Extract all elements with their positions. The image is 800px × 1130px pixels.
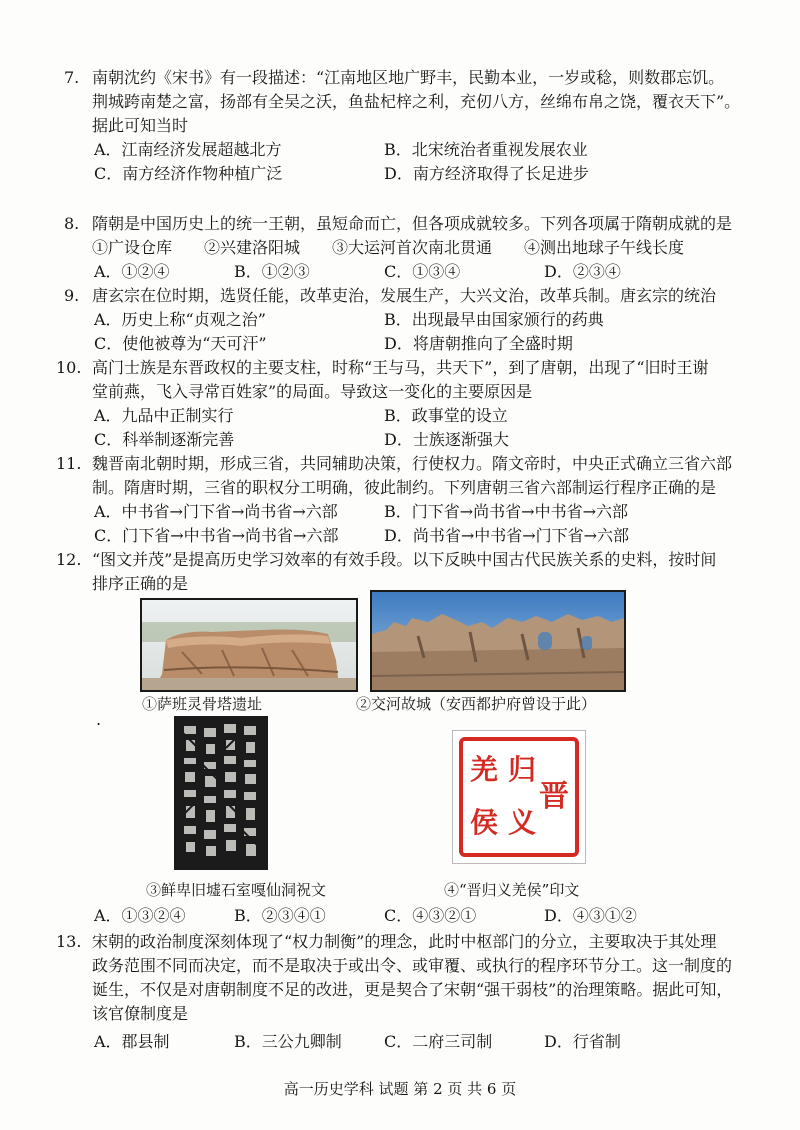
question-13 xyxy=(56,930,752,1054)
question-stem-line: 排序正确的是 xyxy=(92,574,189,593)
option-c[interactable]: C．二府三司制 xyxy=(384,1032,493,1051)
image-gaxian-cave-inscription-rubbing xyxy=(174,716,268,870)
question-11 xyxy=(56,452,752,548)
option-b[interactable]: B．三公九卿制 xyxy=(234,1032,342,1051)
answer-options xyxy=(94,260,752,284)
question-stem-line: 据此可知当时 xyxy=(92,116,189,135)
option-b[interactable]: B．门下省→尚书省→中书省→六部 xyxy=(384,502,628,521)
question-stem-line: “图文并茂”是提高历史学习效率的有效手段。以下反映中国古代民族关系的史料，按时间 xyxy=(92,550,717,569)
question-number: 12. xyxy=(56,550,82,569)
option-a[interactable]: A．九品中正制实行 xyxy=(94,406,234,425)
image-saban-stupa-ruins xyxy=(140,598,358,692)
answer-options xyxy=(94,904,752,928)
option-d[interactable]: D．南方经济取得了长足进步 xyxy=(384,164,589,183)
option-d[interactable]: D．②③④ xyxy=(544,262,621,281)
option-b[interactable]: B．①②③ xyxy=(234,262,310,281)
option-d[interactable]: D．行省制 xyxy=(544,1032,621,1051)
option-a[interactable]: A．中书省→门下省→尚书省→六部 xyxy=(94,502,338,521)
option-c[interactable]: C．使他被尊为“天可汗” xyxy=(94,334,267,353)
seal-char: 归 xyxy=(507,753,536,786)
question-10 xyxy=(56,356,752,452)
question-stem-line: 魏晋南北朝时期，形成三省，共同辅助决策，行使权力。隋文帝时，中央正式确立三省六部 xyxy=(92,454,733,473)
seal-char: 义 xyxy=(507,806,536,839)
option-d[interactable]: D．将唐朝推向了全盛时期 xyxy=(384,334,573,353)
option-d[interactable]: D．④③①② xyxy=(544,906,637,925)
answer-options xyxy=(94,308,752,356)
caption-3: ③鲜卑旧墟石室嘎仙洞祝文 xyxy=(146,881,327,899)
question-stem-line: 制。隋唐时期，三省的职权分工明确，彼此制约。下列唐朝三省六部制运行程序正确的是 xyxy=(92,478,717,497)
option-a[interactable]: A．①③②④ xyxy=(94,906,186,925)
option-d[interactable]: D．尚书省→中书省→门下省→六部 xyxy=(384,526,630,545)
question-stem-line: 政务范围不同而决定，而不是取决于或出令、或审覆、或执行的程序环节分工。这一制度的 xyxy=(92,956,733,975)
image-jiaohe-ancient-city xyxy=(370,590,626,692)
question-stem-line: 该官僚制度是 xyxy=(92,1004,189,1023)
option-d[interactable]: D．士族逐渐强大 xyxy=(384,430,509,449)
caption-1: ①萨班灵骨塔遗址 xyxy=(142,695,263,713)
caption-4: ④“晋归义羌侯”印文 xyxy=(444,881,580,899)
option-c[interactable]: C．④③②① xyxy=(384,906,477,925)
seal-frame xyxy=(459,737,579,857)
jiaohe-ruins-picture xyxy=(372,592,624,690)
answer-options xyxy=(94,500,752,548)
answer-options xyxy=(94,1030,752,1054)
option-b[interactable]: B．②③④① xyxy=(234,906,326,925)
stray-dot: . xyxy=(96,710,102,729)
question-number: 9. xyxy=(64,286,80,305)
question-stem-line: 宋朝的政治制度深刻体现了“权力制衡”的理念，此时中枢部门的分立，主要取决于其处理 xyxy=(92,932,717,951)
question-number: 10. xyxy=(56,358,82,377)
question-12-options xyxy=(92,904,752,928)
option-a[interactable]: A．郡县制 xyxy=(94,1032,170,1051)
option-a[interactable]: A．①②④ xyxy=(94,262,170,281)
question-number: 8. xyxy=(64,214,80,233)
option-c[interactable]: C．科举制逐渐完善 xyxy=(94,430,235,449)
option-a[interactable]: A．江南经济发展超越北方 xyxy=(94,140,282,159)
question-12 xyxy=(56,548,752,596)
question-stem-line: 堂前燕，飞入寻常百姓家”的局面。导致这一变化的主要原因是 xyxy=(92,382,533,401)
image-jin-guiyi-qiang-hou-seal xyxy=(452,730,586,864)
option-b[interactable]: B．政事堂的设立 xyxy=(384,406,508,425)
option-b[interactable]: B．北宋统治者重视发展农业 xyxy=(384,140,588,159)
option-c[interactable]: C．①③④ xyxy=(384,262,461,281)
question-stem-line: 诞生，不仅是对唐朝制度不足的改进，更是契合了宋朝“强干弱枝”的治理策略。据此可知， xyxy=(92,980,733,999)
question-stem-line: 南朝沈约《宋书》有一段描述：“江南地区地广野丰，民勤本业，一岁或稔，则数郡忘饥。 xyxy=(92,68,725,87)
option-b[interactable]: B．出现最早由国家颁行的药典 xyxy=(384,310,604,329)
question-stem-line: 隋朝是中国历史上的统一王朝，虽短命而亡，但各项成就较多。下列各项属于隋朝成就的是 xyxy=(92,214,733,233)
answer-options xyxy=(94,404,752,452)
question-stem-line: ①广设仓库 ②兴建洛阳城 ③大运河首次南北贯通 ④测出地球子午线长度 xyxy=(92,238,685,257)
inscription-rubbing-picture xyxy=(176,718,266,868)
question-stem-line: 唐玄宗在位时期，选贤任能，改革吏治，发展生产，大兴文治，改革兵制。唐玄宗的统治 xyxy=(92,286,717,305)
question-8 xyxy=(64,212,752,284)
question-number: 11. xyxy=(56,454,82,473)
stupa-ruins-picture xyxy=(142,600,356,690)
answer-options xyxy=(94,138,752,186)
page-footer: 高一历史学科 试题 第 2 页 共 6 页 xyxy=(283,1080,517,1098)
question-9 xyxy=(64,284,752,356)
question-stem-line: 荆城跨南楚之富，扬部有全吴之沃，鱼盐杞梓之利，充仞八方，丝绵布帛之饶，覆衣天下”。 xyxy=(92,92,741,111)
option-c[interactable]: C．南方经济作物种植广泛 xyxy=(94,164,283,183)
question-number: 7. xyxy=(64,68,80,87)
question-7 xyxy=(64,66,752,186)
question-stem-line: 高门士族是东晋政权的主要支柱，时称“王与马，共天下”，到了唐朝，出现了“旧时王谢 xyxy=(92,358,709,377)
seal-char: 侯 xyxy=(469,806,498,839)
option-c[interactable]: C．门下省→中书省→尚书省→六部 xyxy=(94,526,339,545)
option-a[interactable]: A．历史上称“贞观之治” xyxy=(94,310,266,329)
question-number: 13. xyxy=(56,932,82,951)
caption-2: ②交河故城（安西都护府曾设于此） xyxy=(356,695,597,713)
seal-char: 羌 xyxy=(469,753,498,786)
seal-char: 晋 xyxy=(539,779,569,814)
